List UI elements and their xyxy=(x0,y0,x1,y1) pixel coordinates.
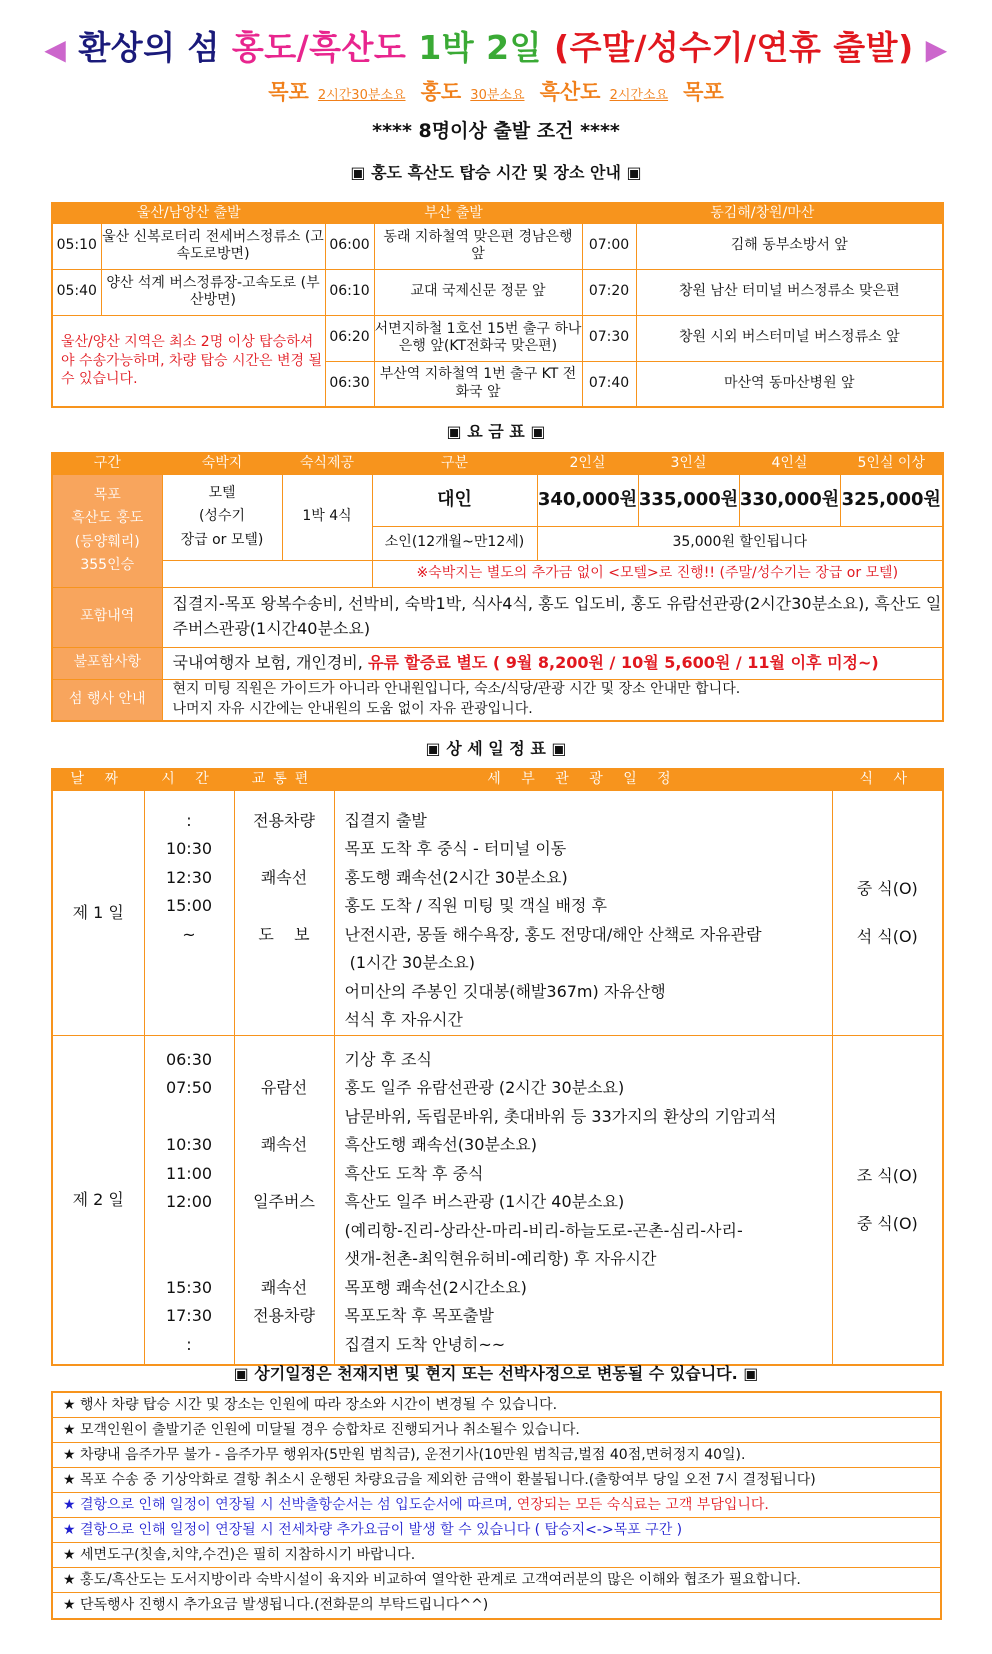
schedule-header: 시 간 xyxy=(144,769,234,790)
title-part-2: 홍도/흑산도 xyxy=(231,28,407,67)
boarding-place: 부산역 지하철역 1번 출구 KT 전화국 앞 xyxy=(374,361,582,407)
activity-line: 목포 도착 후 중식 - 터미널 이동 xyxy=(344,839,567,858)
notice-item: ★ 단독행사 진행시 추가요금 발생됩니다.(전화문의 부탁드립니다^^) xyxy=(63,1597,489,1613)
boarding-time: 06:00 xyxy=(325,223,374,269)
boarding-header-ulsan: 울산/남양산 출발 xyxy=(52,203,325,223)
schedule-header: 날 짜 xyxy=(52,769,144,790)
time-value: 12:30 xyxy=(165,867,213,887)
boarding-time: 06:30 xyxy=(325,361,374,407)
meal-value: 조 식(O) xyxy=(856,1165,918,1185)
day-times xyxy=(144,790,234,1035)
fee-route-line: 355인승 xyxy=(80,556,135,573)
notice-item: ★ 차량내 음주가무 불가 - 음주가무 행위자(5만원 범칙금), 운전기사(10만원 범칙금,벌점 40점,면허정지 40일). xyxy=(53,1443,940,1468)
boarding-time: 07:30 xyxy=(582,315,636,361)
time-value: 06:30 xyxy=(165,1049,213,1069)
boarding-place: 창원 남산 터미널 버스정류소 맞은편 xyxy=(636,269,943,315)
title-part-1: 환상의 섬 xyxy=(78,28,220,67)
activity-line: 홍도 도착 / 직원 미팅 및 객실 배정 후 xyxy=(344,896,607,915)
title-part-4: (주말/성수기/연휴 출발) xyxy=(553,28,914,67)
table-row xyxy=(52,269,943,315)
route-port-2: 홍도 xyxy=(420,80,462,104)
fee-header: 구분 xyxy=(372,453,537,474)
day-transport xyxy=(234,790,334,1035)
schedule-header: 식 사 xyxy=(832,769,943,790)
include-text: 집결지-목포 왕복수송비, 선박비, 숙박1박, 식사4식, 홍도 입도비, 홍도 유람선관광(2시간30분소요), 흑산도 일주버스관광(1시간40분소요) xyxy=(162,587,943,647)
activity-line: 남문바위, 독립문바위, 촛대바위 등 33가지의 환상의 기암괴석 xyxy=(344,1106,777,1126)
fee-adult-price: 325,000원 xyxy=(840,474,943,526)
activity-line: 기상 후 조식 xyxy=(344,1049,432,1069)
activity-line: 집결지 도착 안녕히~~ xyxy=(344,1334,506,1354)
notice-item: ★ 결항으로 인해 일정이 연장될 시 전세차량 추가요금이 발생 할 수 있습니다 ( 탑승지<->목포 구간 ) xyxy=(53,1518,940,1543)
day-activities xyxy=(334,790,832,1035)
time-value xyxy=(145,1217,234,1246)
boarding-place: 울산 신복로터리 전세버스정류소 (고속도로방면) xyxy=(101,223,325,269)
time-value: 12:00 xyxy=(165,1192,213,1211)
fee-adult-price: 330,000원 xyxy=(739,474,840,526)
exclude-label: 불포함사항 xyxy=(52,647,162,679)
notice-item: ★ 홍도/흑산도는 도서지방이라 숙박시설이 육지와 비교하여 열악한 관계로 고객여러분의 많은 이해와 협조가 필요합니다. xyxy=(53,1568,940,1593)
notice-item: ★ 목포 수송 중 기상악화로 결항 취소시 운행된 차량요금을 제외한 금액이 환불됩니다.(출항여부 당일 오전 7시 결정됩니다) xyxy=(53,1468,940,1493)
time-value: 11:00 xyxy=(165,1163,213,1183)
fee-adult-price: 335,000원 xyxy=(638,474,739,526)
transport-value: 쾌속선 xyxy=(260,1277,308,1297)
guide-text xyxy=(162,679,943,721)
transport-value xyxy=(235,1245,334,1274)
boarding-time: 06:20 xyxy=(325,315,374,361)
boarding-time: 07:20 xyxy=(582,269,636,315)
fee-blank-cell xyxy=(162,560,372,587)
route-port-1: 목포 xyxy=(268,80,309,104)
activity-line: 어미산의 주봉인 깃대봉(해발367m) 자유산행 xyxy=(344,981,666,1001)
fee-section-title: ▣ 요 금 표 ▣ xyxy=(446,422,546,441)
departure-condition: **** 8명이상 출발 조건 **** xyxy=(372,120,620,142)
schedule-table xyxy=(51,768,944,1366)
notice-text-blue: ★ 결항으로 인해 일정이 연장될 시 선박출항순서는 섬 입도순서에 따르며, xyxy=(63,1497,517,1513)
route-summary xyxy=(0,76,992,106)
fee-header: 구간 xyxy=(52,453,162,474)
exclude-text-surcharge: 유류 할증료 별도 ( 9월 8,200원 / 10월 5,600원 / 11월 이후 미정~) xyxy=(367,653,879,672)
transport-value: 전용차량 xyxy=(253,810,315,830)
schedule-header: 교통편 xyxy=(234,769,334,790)
activity-line: 흑산도 일주 버스관광 (1시간 40분소요) xyxy=(344,1192,625,1211)
fee-header: 4인실 xyxy=(739,453,840,474)
fee-header: 5인실 이상 xyxy=(840,453,943,474)
boarding-place: 양산 석계 버스정류장-고속도로 (부산방면) xyxy=(101,269,325,315)
boarding-header-busan: 부산 출발 xyxy=(325,203,582,223)
transport-value xyxy=(235,1103,334,1132)
activity-line: 석식 후 자유시간 xyxy=(344,1010,463,1029)
notice-list xyxy=(51,1391,942,1620)
time-value: 17:30 xyxy=(165,1306,213,1325)
notice-item: ★ 세면도구(칫솔,치약,수건)은 필히 지참하시기 바랍니다. xyxy=(53,1543,940,1568)
transport-value xyxy=(235,1046,334,1075)
meal-value: 중 식(O) xyxy=(856,878,918,898)
fee-lodging-line: 장급 or 모텔) xyxy=(180,531,264,548)
lodging-note: ※숙박지는 별도의 추가금 없이 <모텔>로 진행!! (주말/성수기는 장급 or 모텔) xyxy=(372,560,943,587)
fee-header: 숙식제공 xyxy=(282,453,372,474)
time-value: 07:50 xyxy=(165,1078,213,1097)
fee-header: 2인실 xyxy=(537,453,638,474)
transport-value: 일주버스 xyxy=(253,1192,315,1211)
boarding-section-title: ▣ 홍도 흑산도 탑승 시간 및 장소 안내 ▣ xyxy=(350,163,642,182)
transport-value xyxy=(235,835,334,864)
include-label: 포함내역 xyxy=(52,587,162,647)
fee-adult-label: 대인 xyxy=(372,474,537,526)
fee-lodging-line: (성수기 xyxy=(198,508,246,525)
guide-label: 섬 행사 안내 xyxy=(52,679,162,721)
meal-value: 석 식(O) xyxy=(856,926,918,946)
transport-value xyxy=(235,1331,334,1360)
boarding-place: 동래 지하철역 맞은편 경남은행 앞 xyxy=(374,223,582,269)
transport-value: 유람선 xyxy=(260,1078,308,1097)
fee-header: 3인실 xyxy=(638,453,739,474)
activity-line: (예리항-진리-상라산-마리-비리-하늘도로-곤촌-심리-사리- xyxy=(344,1220,743,1240)
activity-line: 목포행 쾌속선(2시간소요) xyxy=(344,1277,527,1297)
day-transport xyxy=(234,1035,334,1365)
activity-line: 흑산도행 쾌속선(30분소요) xyxy=(344,1135,537,1154)
transport-value xyxy=(235,892,334,921)
boarding-header-changwon: 동김해/창원/마산 xyxy=(582,203,943,223)
day-label: 제 1 일 xyxy=(52,790,144,1035)
guide-text-line: 현지 미팅 직원은 가이드가 아니라 안내원입니다, 숙소/식당/관광 시간 및 장소 안내만 합니다. xyxy=(172,681,741,698)
exclude-text-basic: 국내여행자 보험, 개인경비, xyxy=(172,653,368,672)
fee-route-line: (등양훼리) xyxy=(74,533,140,550)
fee-adult-price: 340,000원 xyxy=(537,474,638,526)
schedule-day-row xyxy=(52,1035,943,1365)
time-value: 10:30 xyxy=(165,839,213,858)
schedule-header: 세 부 관 광 일 정 xyxy=(334,769,832,790)
activity-line: 난전시관, 몽돌 해수욕장, 홍도 전망대/해안 산책로 자유관람 xyxy=(344,924,762,944)
day-meals xyxy=(832,1035,943,1365)
activity-line: 샛개-천촌-최익현유허비-예리항) 후 자유시간 xyxy=(344,1249,657,1268)
activity-line: 목포도착 후 목포출발 xyxy=(344,1306,494,1325)
boarding-place: 김해 동부소방서 앞 xyxy=(636,223,943,269)
fee-table xyxy=(51,452,944,722)
day-times xyxy=(144,1035,234,1365)
fee-lodging-cell xyxy=(162,474,282,560)
exclude-text xyxy=(162,647,943,679)
route-duration-3: 2시간소요 xyxy=(609,88,669,103)
boarding-place: 창원 시외 버스터미널 버스정류소 앞 xyxy=(636,315,943,361)
time-value: 15:00 xyxy=(165,896,213,915)
notice-item: ★ 행사 차량 탑승 시간 및 장소는 인원에 따라 장소와 시간이 변경될 수 있습니다. xyxy=(53,1393,940,1418)
page-title xyxy=(0,22,992,69)
title-part-3: 1박 2일 xyxy=(418,28,542,67)
day-label: 제 2 일 xyxy=(52,1035,144,1365)
boarding-table xyxy=(51,202,944,408)
route-port-3: 흑산도 xyxy=(539,80,601,104)
route-port-4: 목포 xyxy=(683,80,724,104)
notice-item xyxy=(53,1493,940,1518)
fee-child-label: 소인(12개월~만12세) xyxy=(372,526,537,560)
triangle-right-icon: ▶ xyxy=(925,33,948,66)
notice-item: ★ 모객인원이 출발기준 인원에 미달될 경우 승합차로 진행되거나 취소될수 있습니다. xyxy=(53,1418,940,1443)
triangle-left-icon: ◀ xyxy=(44,33,67,66)
table-row xyxy=(52,315,943,361)
time-value: : xyxy=(186,1334,192,1354)
schedule-day-row xyxy=(52,790,943,1035)
route-duration-1: 2시간30분소요 xyxy=(317,88,406,103)
transport-value: 쾌속선 xyxy=(260,867,308,887)
transport-value: 도 보 xyxy=(258,924,310,944)
fee-route-line: 흑산도 홍도 xyxy=(71,510,144,527)
time-value: 10:30 xyxy=(165,1135,213,1154)
day-activities xyxy=(334,1035,832,1365)
boarding-time: 06:10 xyxy=(325,269,374,315)
guide-text-line: 나머지 자유 시간에는 안내원의 도움 없이 자유 관광입니다. xyxy=(172,700,533,717)
activity-line: 홍도행 쾌속선(2시간 30분소요) xyxy=(344,867,568,887)
time-value: : xyxy=(186,810,192,830)
notice-text-red: 연장되는 모든 숙식료는 고객 부담입니다. xyxy=(516,1497,769,1513)
fee-route-cell xyxy=(52,474,162,587)
day-meals xyxy=(832,790,943,1035)
boarding-place: 서면지하철 1호선 15번 출구 하나은행 앞(KT전화국 맞은편) xyxy=(374,315,582,361)
fee-header: 숙박지 xyxy=(162,453,282,474)
fee-meals-cell: 1박 4식 xyxy=(282,474,372,560)
boarding-time: 05:40 xyxy=(52,269,101,315)
boarding-place: 교대 국제신문 정문 앞 xyxy=(374,269,582,315)
boarding-time: 05:10 xyxy=(52,223,101,269)
boarding-place: 마산역 동마산병원 앞 xyxy=(636,361,943,407)
fee-route-line: 목포 xyxy=(93,487,121,504)
boarding-time: 07:40 xyxy=(582,361,636,407)
route-duration-2: 30분소요 xyxy=(470,88,525,103)
fee-lodging-line: 모텔 xyxy=(208,485,236,502)
transport-value xyxy=(235,1217,334,1246)
schedule-footnote: ▣ 상기일정은 천재지변 및 현지 또는 선박사정으로 변동될 수 있습니다. ▣ xyxy=(233,1364,759,1383)
meal-value: 중 식(O) xyxy=(856,1213,918,1233)
time-value: 15:30 xyxy=(165,1277,213,1297)
activity-line: (1시간 30분소요) xyxy=(344,953,475,972)
schedule-section-title: ▣ 상 세 일 정 표 ▣ xyxy=(425,739,567,758)
time-value: ~ xyxy=(182,924,196,944)
table-row xyxy=(52,223,943,269)
activity-line: 집결지 출발 xyxy=(344,810,427,830)
transport-value xyxy=(235,1160,334,1189)
fee-child-price: 35,000원 할인됩니다 xyxy=(537,526,943,560)
transport-value: 전용차량 xyxy=(253,1306,315,1325)
time-value xyxy=(145,1103,234,1132)
activity-line: 흑산도 도착 후 중식 xyxy=(344,1163,484,1183)
time-value xyxy=(145,1245,234,1274)
activity-line: 홍도 일주 유람선관광 (2시간 30분소요) xyxy=(344,1078,625,1097)
transport-value: 쾌속선 xyxy=(260,1135,308,1154)
boarding-time: 07:00 xyxy=(582,223,636,269)
ulsan-boarding-note: 울산/양산 지역은 최소 2명 이상 탑승하셔야 수송가능하며, 차량 탑승 시간은 변경 될 수 있습니다. xyxy=(52,315,325,407)
